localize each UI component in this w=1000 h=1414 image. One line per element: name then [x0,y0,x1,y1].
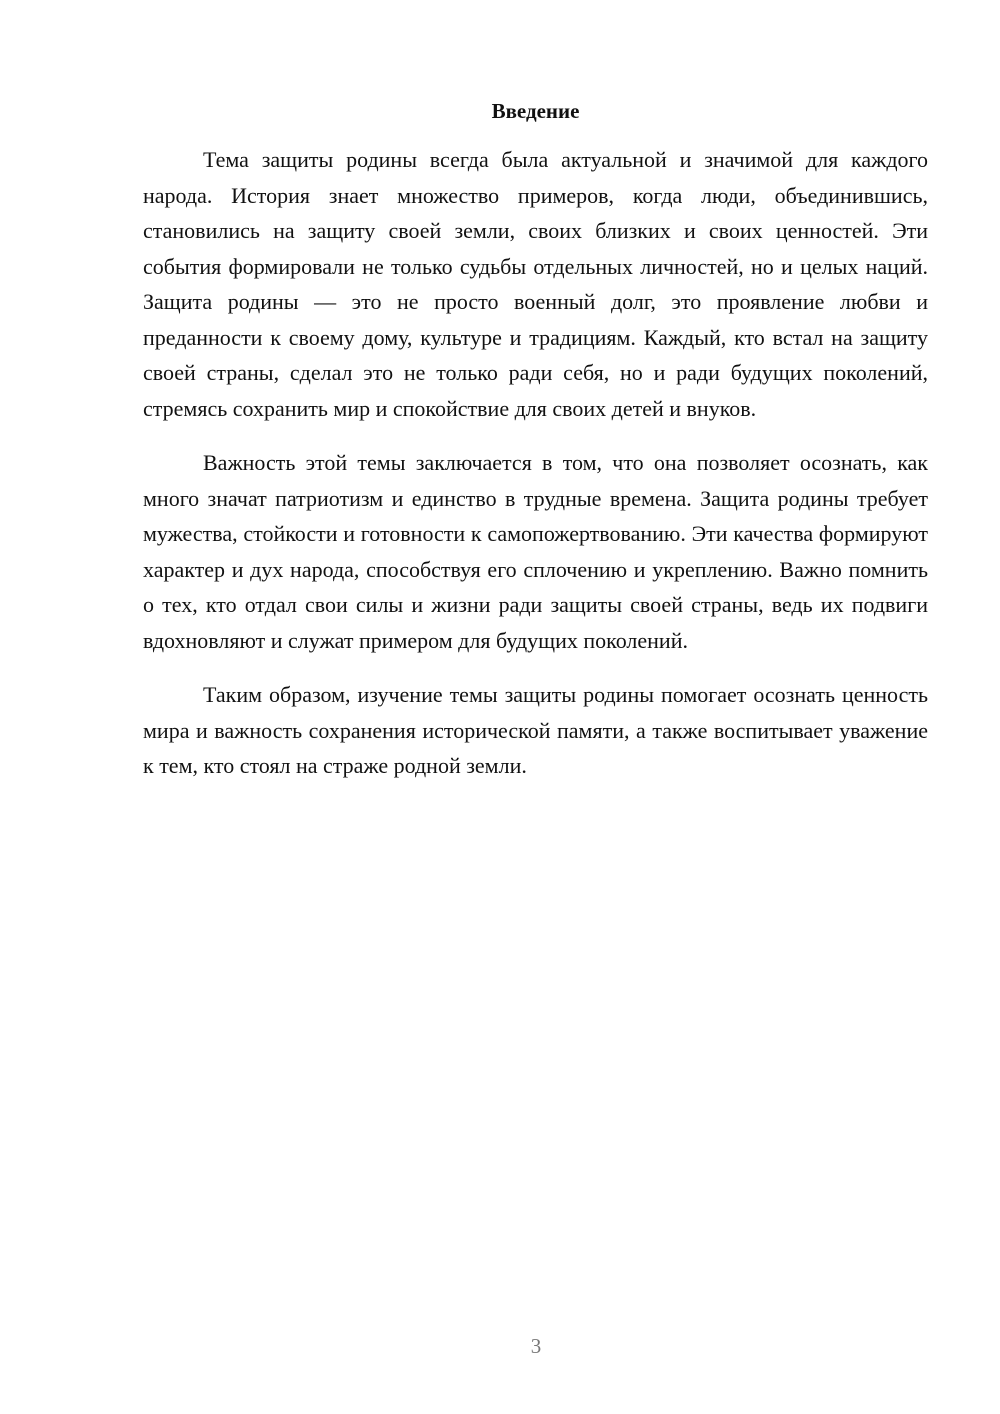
page-title: Введение [491,99,580,123]
page-number: 3 [530,1334,542,1358]
paragraph-2: Важность этой темы заключается в том, что она позволяет осознать, как много значат патриотизм и единство в трудные времена. Защита родины требует мужества, стойкости и готовности к самопожертвованию. Эти качества формируют характер и дух народа, способствуя его сплочению и укреплению. Важно помнить о тех, кто отдал свои силы и жизни ради защиты своей страны, ведь их подвиги вдохновляют и служат примером для будущих поколений. [143,450,928,653]
paragraph-1: Тема защиты родины всегда была актуальной и значимой для каждого народа. История знает множество примеров, когда люди, объединившись, становились на защиту своей земли, своих близких и своих ценностей. Эти события формировали не только судьбы отдельных личностей, но и целых наций. Защита родины — это не просто военный долг, это проявление любви и преданности к своему дому, культуре и традициям. Каждый, кто встал на защиту своей страны, сделал это не только ради себя, но и ради будущих поколений, стремясь сохранить мир и спокойствие для своих детей и внуков. [143,147,928,421]
document-body [143,142,928,803]
paragraph-3: Таким образом, изучение темы защиты родины помогает осознать ценность мира и важность сохранения исторической памяти, а также воспитывает уважение к тем, кто стоял на страже родной земли. [143,682,928,778]
